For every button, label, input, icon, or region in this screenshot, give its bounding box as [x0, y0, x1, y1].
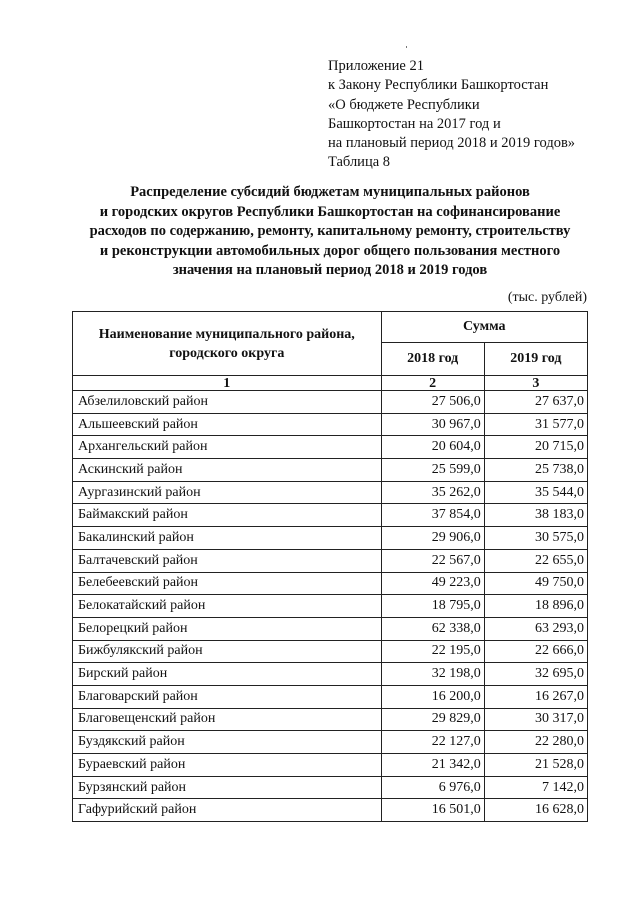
appendix-header [328, 57, 575, 173]
value-2019-cell: 63 293,0 [484, 617, 587, 640]
table-row [73, 799, 588, 822]
district-name-cell: Благоварский район [73, 685, 382, 708]
district-name-cell: Белорецкий район [73, 617, 382, 640]
title-line: Распределение субсидий бюджетам муниципальных районов [130, 184, 530, 200]
district-name-cell: Бурзянский район [73, 776, 382, 799]
district-name-cell: Благовещенский район [73, 708, 382, 731]
value-2018-cell: 16 200,0 [381, 685, 484, 708]
column-number: 1 [73, 376, 382, 391]
table-row [73, 572, 588, 595]
value-2019-cell: 21 528,0 [484, 754, 587, 777]
value-2019-cell: 16 267,0 [484, 685, 587, 708]
value-2018-cell: 20 604,0 [381, 436, 484, 459]
value-2018-cell: 35 262,0 [381, 481, 484, 504]
table-row [73, 391, 588, 414]
district-name-cell: Аскинский район [73, 459, 382, 482]
district-name-cell: Бураевский район [73, 754, 382, 777]
column-header-name: Наименование муниципального района, городского округа [73, 312, 382, 376]
value-2018-cell: 6 976,0 [381, 776, 484, 799]
table-row [73, 527, 588, 550]
value-2019-cell: 22 666,0 [484, 640, 587, 663]
column-number: 3 [484, 376, 587, 391]
value-2019-cell: 22 280,0 [484, 731, 587, 754]
table-row [73, 663, 588, 686]
value-2018-cell: 25 599,0 [381, 459, 484, 482]
table-row [73, 754, 588, 777]
value-2018-cell: 62 338,0 [381, 617, 484, 640]
district-name-cell: Бирский район [73, 663, 382, 686]
district-name-cell: Балтачевский район [73, 549, 382, 572]
value-2019-cell: 25 738,0 [484, 459, 587, 482]
district-name-cell: Белебеевский район [73, 572, 382, 595]
value-2018-cell: 22 127,0 [381, 731, 484, 754]
column-header-sum: Сумма [381, 312, 587, 343]
table-row [73, 436, 588, 459]
value-2019-cell: 22 655,0 [484, 549, 587, 572]
value-2018-cell: 21 342,0 [381, 754, 484, 777]
value-2019-cell: 35 544,0 [484, 481, 587, 504]
value-2018-cell: 30 967,0 [381, 413, 484, 436]
district-name-cell: Альшеевский район [73, 413, 382, 436]
table-row [73, 731, 588, 754]
value-2018-cell: 49 223,0 [381, 572, 484, 595]
table-row [73, 549, 588, 572]
table-row [73, 776, 588, 799]
table-row [73, 595, 588, 618]
appendix-line: на плановый период 2018 и 2019 годов» [328, 135, 576, 152]
value-2018-cell: 29 829,0 [381, 708, 484, 731]
title-line: значения на плановый период 2018 и 2019 годов [172, 262, 488, 278]
column-header-2018: 2018 год [381, 343, 484, 376]
table-row [73, 640, 588, 663]
table-body [73, 391, 588, 822]
district-name-cell: Гафурийский район [73, 799, 382, 822]
appendix-line: Приложение 21 [328, 58, 424, 74]
district-name-cell: Бакалинский район [73, 527, 382, 550]
district-name-cell: Баймакский район [73, 504, 382, 527]
value-2019-cell: 30 317,0 [484, 708, 587, 731]
value-2019-cell: 18 896,0 [484, 595, 587, 618]
appendix-line: Таблица 8 [328, 154, 391, 171]
value-2019-cell: 31 577,0 [484, 413, 587, 436]
value-2019-cell: 32 695,0 [484, 663, 587, 686]
column-header-2019: 2019 год [484, 343, 587, 376]
title-line: расходов по содержанию, ремонту, капитальному ремонту, строительству [89, 223, 571, 239]
appendix-line: Башкортостан на 2017 год и [328, 115, 501, 132]
table-row [73, 504, 588, 527]
district-name-cell: Абзелиловский район [73, 391, 382, 414]
appendix-line: к Закону Республики Башкортостан [328, 77, 549, 94]
title-line: и реконструкции автомобильных дорог общего пользования местного [99, 242, 561, 259]
value-2018-cell: 16 501,0 [381, 799, 484, 822]
district-name-cell: Архангельский район [73, 436, 382, 459]
units-label: (тыс. рублей) [507, 290, 587, 305]
table-row [73, 459, 588, 482]
table-row [73, 617, 588, 640]
value-2018-cell: 37 854,0 [381, 504, 484, 527]
value-2018-cell: 22 195,0 [381, 640, 484, 663]
value-2019-cell: 27 637,0 [484, 391, 587, 414]
value-2018-cell: 32 198,0 [381, 663, 484, 686]
value-2019-cell: 7 142,0 [484, 776, 587, 799]
subsidy-table [72, 311, 588, 822]
appendix-line: «О бюджете Республики [328, 96, 480, 113]
scan-mark [406, 46, 407, 48]
value-2019-cell: 20 715,0 [484, 436, 587, 459]
document-title [70, 183, 590, 281]
table-row [73, 685, 588, 708]
value-2019-cell: 38 183,0 [484, 504, 587, 527]
title-line: и городских округов Республики Башкортостан на софинансирование [99, 203, 561, 220]
district-name-cell: Бижбулякский район [73, 640, 382, 663]
district-name-cell: Буздякский район [73, 731, 382, 754]
value-2018-cell: 27 506,0 [381, 391, 484, 414]
table-row [73, 708, 588, 731]
value-2018-cell: 22 567,0 [381, 549, 484, 572]
value-2018-cell: 29 906,0 [381, 527, 484, 550]
value-2019-cell: 16 628,0 [484, 799, 587, 822]
table-row [73, 481, 588, 504]
district-name-cell: Аургазинский район [73, 481, 382, 504]
table-row [73, 413, 588, 436]
value-2019-cell: 49 750,0 [484, 572, 587, 595]
value-2019-cell: 30 575,0 [484, 527, 587, 550]
value-2018-cell: 18 795,0 [381, 595, 484, 618]
district-name-cell: Белокатайский район [73, 595, 382, 618]
column-number: 2 [381, 376, 484, 391]
